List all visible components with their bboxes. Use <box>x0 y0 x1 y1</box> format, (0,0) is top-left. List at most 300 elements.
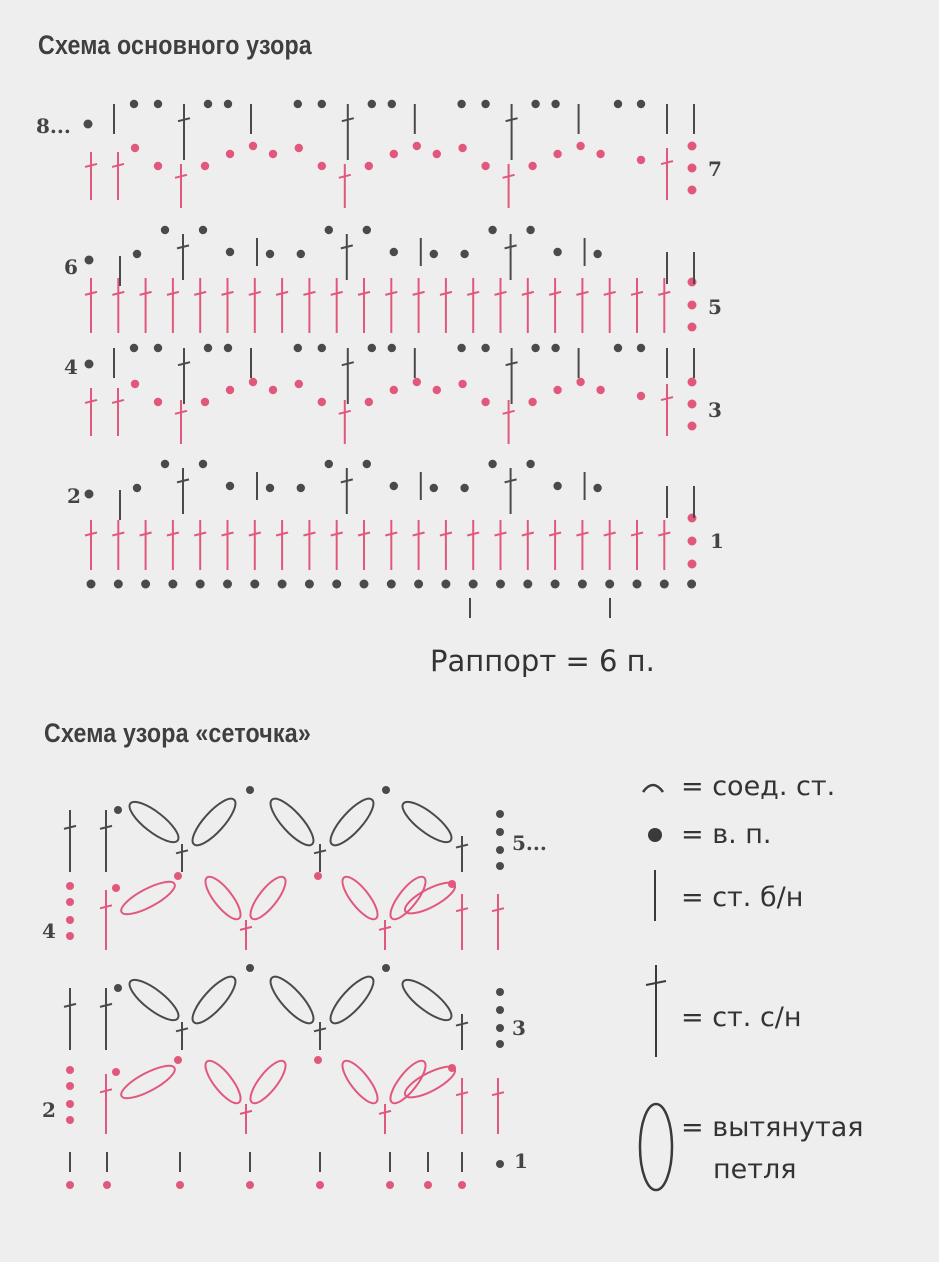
chain-stitch <box>413 378 421 386</box>
chain-stitch <box>85 256 94 265</box>
legend-chain-stitch <box>648 819 772 850</box>
double-crochet-stitch <box>177 234 189 280</box>
chain-stitch <box>66 1066 74 1074</box>
chain-stitch <box>305 580 314 589</box>
chain-stitch <box>633 580 642 589</box>
chain-stitch <box>363 226 371 234</box>
chain-stitch <box>133 484 141 492</box>
elongated-loop-stitch <box>337 1056 383 1108</box>
chain-stitch <box>325 460 333 468</box>
chain-stitch <box>360 580 369 589</box>
double-crochet-stitch <box>604 520 616 570</box>
chain-stitch <box>295 380 303 388</box>
double-crochet-stitch <box>576 278 588 333</box>
double-crochet-stitch <box>631 278 643 333</box>
elongated-loop-stitch <box>200 872 246 924</box>
double-crochet-stitch <box>176 1022 188 1050</box>
chain-stitch <box>161 226 169 234</box>
chain-stitch <box>458 380 466 388</box>
legend-elongated-loop-text-1: = вытянутая <box>681 1112 864 1143</box>
chain-stitch <box>154 100 162 108</box>
chain-stitch <box>325 226 333 234</box>
chain-stitch <box>246 964 254 972</box>
row-label-2: 2 <box>67 484 81 508</box>
double-crochet-stitch <box>522 520 534 570</box>
chain-stitch <box>576 378 584 386</box>
elongated-loop-stitch <box>124 796 184 849</box>
chain-stitch <box>314 872 322 880</box>
double-crochet-stitch <box>176 844 188 872</box>
double-crochet-stitch <box>112 388 124 436</box>
double-crochet-stitch <box>658 520 670 570</box>
chain-stitch <box>469 580 478 589</box>
elongated-loop-stitch <box>200 1056 246 1108</box>
chain-stitch <box>141 580 150 589</box>
chain-stitch <box>66 882 74 890</box>
chain-stitch <box>226 482 234 490</box>
chain-stitch <box>66 1100 74 1108</box>
legend-double-crochet-text: = ст. с/н <box>681 1002 802 1033</box>
main-pattern-title: Схема основного узора <box>38 30 312 60</box>
legend-slip-stitch <box>643 771 835 802</box>
chain-stitch <box>154 398 162 406</box>
double-crochet-stitch <box>85 278 97 333</box>
double-crochet-stitch <box>495 520 507 570</box>
chain-stitch <box>531 344 539 352</box>
chain-stitch <box>496 1040 504 1048</box>
double-crochet-stitch <box>240 1104 252 1134</box>
double-crochet-stitch <box>456 1078 468 1134</box>
double-crochet-stitch <box>358 520 370 570</box>
chain-stitch <box>297 250 305 258</box>
chain-stitch <box>332 580 341 589</box>
chain-stitch <box>688 142 697 151</box>
chain-stitch <box>424 1181 432 1189</box>
chain-stitch <box>386 1181 394 1189</box>
chain-stitch <box>441 580 450 589</box>
chain-stitch <box>196 580 205 589</box>
double-crochet-stitch <box>112 278 124 333</box>
chain-stitch <box>176 1181 184 1189</box>
double-crochet-stitch <box>503 400 515 444</box>
elongated-loop-stitch <box>397 796 457 849</box>
chain-stitch <box>66 916 74 924</box>
chain-stitch <box>688 560 697 569</box>
chain-stitch <box>488 460 496 468</box>
double-crochet-stitch <box>112 152 124 200</box>
double-crochet-stitch <box>385 520 397 570</box>
double-crochet-stitch <box>467 278 479 333</box>
double-crochet-stitch <box>240 920 252 950</box>
chain-stitch <box>174 1056 182 1064</box>
elongated-loop-stitch <box>397 974 457 1027</box>
chain-stitch <box>318 344 326 352</box>
double-crochet-stitch <box>100 1074 112 1134</box>
chain-stitch <box>481 398 489 406</box>
chain-stitch <box>458 1181 466 1189</box>
chain-stitch <box>390 386 398 394</box>
chain-stitch <box>295 144 303 152</box>
chain-stitch <box>448 880 456 888</box>
chain-stitch <box>133 250 141 258</box>
double-crochet-stitch <box>379 920 391 950</box>
chain-stitch <box>496 810 504 818</box>
chain-stitch <box>66 898 74 906</box>
row-label-7: 7 <box>708 157 722 181</box>
legend-double-crochet <box>646 965 802 1057</box>
double-crochet-stitch <box>492 894 504 950</box>
chain-stitch <box>269 150 277 158</box>
chain-stitch <box>246 1181 254 1189</box>
chain-stitch <box>250 580 259 589</box>
chain-stitch <box>496 1006 504 1014</box>
chain-stitch <box>413 142 421 150</box>
chain-stitch <box>460 250 468 258</box>
chain-stitch <box>488 226 496 234</box>
chain-stitch <box>637 344 645 352</box>
double-crochet-stitch <box>339 400 351 444</box>
chain-stitch <box>593 484 601 492</box>
row-label-6: 6 <box>64 255 78 279</box>
chain-stitch <box>637 392 645 400</box>
double-crochet-stitch <box>303 278 315 333</box>
chain-stitch-icon <box>648 828 662 842</box>
elongated-loop-stitch <box>385 1056 431 1108</box>
chain-stitch <box>278 580 287 589</box>
double-crochet-stitch <box>112 520 124 570</box>
chain-stitch <box>688 164 697 173</box>
chain-stitch <box>457 344 465 352</box>
chain-stitch <box>85 360 94 369</box>
chain-stitch <box>318 398 326 406</box>
double-crochet-stitch <box>456 836 468 872</box>
double-crochet-stitch <box>177 468 189 514</box>
double-crochet-stitch <box>249 520 261 570</box>
chain-stitch <box>460 484 468 492</box>
chain-stitch <box>249 142 257 150</box>
chain-stitch <box>154 344 162 352</box>
double-crochet-stitch <box>495 278 507 333</box>
legend-single-crochet <box>655 870 803 921</box>
chain-stitch <box>553 482 561 490</box>
chain-stitch <box>688 537 697 546</box>
elongated-loop-stitch <box>324 971 379 1029</box>
double-crochet-stitch <box>522 278 534 333</box>
mesh-row-label-2: 2 <box>42 1098 56 1122</box>
elongated-loop-stitch <box>264 971 319 1029</box>
double-crochet-stitch <box>492 1078 504 1134</box>
double-crochet-stitch <box>549 520 561 570</box>
chain-stitch <box>551 100 559 108</box>
double-crochet-stitch <box>467 520 479 570</box>
double-crochet-stitch <box>342 104 354 160</box>
double-crochet-stitch <box>222 520 234 570</box>
chain-stitch <box>388 100 396 108</box>
legend-chain-stitch-text: = в. п. <box>681 819 772 850</box>
double-crochet-stitch <box>661 384 673 436</box>
double-crochet-stitch <box>661 148 673 200</box>
chain-stitch <box>294 100 302 108</box>
row-label-4: 4 <box>64 355 78 379</box>
chain-stitch <box>269 386 277 394</box>
chain-stitch <box>688 514 697 523</box>
chain-stitch <box>316 1181 324 1189</box>
chain-stitch <box>368 344 376 352</box>
chain-stitch <box>688 400 697 409</box>
chain-stitch <box>266 484 274 492</box>
chain-stitch <box>365 398 373 406</box>
chain-stitch <box>66 1082 74 1090</box>
chain-stitch <box>66 932 74 940</box>
chain-stitch <box>388 344 396 352</box>
double-crochet-stitch <box>140 520 152 570</box>
chain-stitch <box>688 378 697 387</box>
chain-stitch <box>637 156 645 164</box>
chain-stitch <box>688 186 697 195</box>
chain-stitch <box>114 580 123 589</box>
rapport-label: Раппорт = 6 п. <box>430 644 655 678</box>
double-crochet-stitch <box>178 104 190 160</box>
chain-stitch <box>433 386 441 394</box>
chain-stitch <box>224 100 232 108</box>
chain-stitch <box>496 1160 504 1168</box>
double-crochet-stitch <box>379 1104 391 1134</box>
chain-stitch <box>131 380 139 388</box>
mesh-row-label-1: 1 <box>514 1149 528 1173</box>
chain-stitch <box>112 1068 120 1076</box>
chain-stitch <box>114 806 122 814</box>
chain-stitch <box>430 484 438 492</box>
double-crochet-stitch <box>385 278 397 333</box>
chain-stitch <box>168 580 177 589</box>
double-crochet-stitch <box>339 164 351 208</box>
chain-stitch <box>496 828 504 836</box>
chain-stitch <box>551 580 560 589</box>
chain-stitch <box>553 248 561 256</box>
chain-stitch <box>528 162 536 170</box>
chain-stitch <box>226 386 234 394</box>
chain-stitch <box>390 150 398 158</box>
chain-stitch <box>226 150 234 158</box>
chain-stitch <box>249 378 257 386</box>
double-crochet-stitch <box>85 152 97 200</box>
chain-stitch <box>363 460 371 468</box>
chain-stitch <box>84 120 93 129</box>
elongated-loop-stitch <box>124 974 184 1027</box>
double-crochet-stitch <box>440 278 452 333</box>
elongated-loop-stitch <box>117 1060 178 1104</box>
mesh-row-label-4: 4 <box>42 919 56 943</box>
double-crochet-stitch <box>456 894 468 950</box>
chain-stitch <box>85 490 94 499</box>
elongated-loop-stitch <box>337 872 383 924</box>
chain-stitch <box>481 100 489 108</box>
double-crochet-stitch <box>341 468 353 514</box>
double-crochet-stitch <box>167 278 179 333</box>
chain-stitch <box>87 580 96 589</box>
chain-stitch <box>114 984 122 992</box>
chain-stitch <box>688 323 697 332</box>
double-crochet-stitch <box>100 988 112 1050</box>
chain-stitch <box>605 580 614 589</box>
chain-stitch <box>457 100 465 108</box>
double-crochet-stitch <box>222 278 234 333</box>
chain-stitch <box>199 226 207 234</box>
mesh-pattern-chart <box>64 786 504 1189</box>
chain-stitch <box>496 1024 504 1032</box>
elongated-loop-stitch <box>385 872 431 924</box>
legend-elongated-loop-text-2: петля <box>713 1154 797 1185</box>
double-crochet-stitch <box>506 104 518 160</box>
chain-stitch <box>318 162 326 170</box>
double-crochet-stitch <box>140 278 152 333</box>
legend-single-crochet-text: = ст. б/н <box>681 882 804 913</box>
double-crochet-stitch <box>576 520 588 570</box>
elongated-loop-stitch <box>245 872 291 924</box>
chain-stitch <box>368 100 376 108</box>
elongated-loop-icon <box>640 1104 672 1190</box>
chain-stitch <box>430 250 438 258</box>
double-crochet-icon <box>646 965 666 1057</box>
chain-stitch <box>458 144 466 152</box>
chain-stitch <box>224 344 232 352</box>
chain-stitch <box>66 1116 74 1124</box>
chain-stitch <box>496 988 504 996</box>
elongated-loop-stitch <box>117 876 178 920</box>
chain-stitch <box>131 144 139 152</box>
double-crochet-stitch <box>658 278 670 333</box>
chain-stitch <box>433 150 441 158</box>
chain-stitch <box>297 484 305 492</box>
double-crochet-stitch <box>456 1014 468 1050</box>
mesh-row-label-3: 3 <box>512 1016 526 1040</box>
double-crochet-stitch <box>100 810 112 872</box>
double-crochet-stitch <box>276 278 288 333</box>
chain-stitch <box>318 100 326 108</box>
legend-elongated-loop <box>640 1104 864 1190</box>
double-crochet-stitch <box>178 348 190 404</box>
double-crochet-stitch <box>85 520 97 570</box>
double-crochet-stitch <box>100 890 112 950</box>
double-crochet-stitch <box>276 520 288 570</box>
double-crochet-stitch <box>503 164 515 208</box>
double-crochet-stitch <box>85 388 97 436</box>
chain-stitch <box>390 248 398 256</box>
row-label-5: 5 <box>708 295 722 319</box>
chain-stitch <box>596 150 604 158</box>
chain-stitch <box>174 872 182 880</box>
row-label-3: 3 <box>708 398 722 422</box>
double-crochet-stitch <box>194 278 206 333</box>
double-crochet-stitch <box>64 810 76 872</box>
chain-stitch <box>365 162 373 170</box>
chain-stitch <box>314 1056 322 1064</box>
double-crochet-stitch <box>506 348 518 404</box>
double-crochet-stitch <box>331 520 343 570</box>
elongated-loop-stitch <box>264 793 319 851</box>
chain-stitch <box>481 162 489 170</box>
double-crochet-stitch <box>549 278 561 333</box>
double-crochet-stitch <box>167 520 179 570</box>
chain-stitch <box>551 344 559 352</box>
chain-stitch <box>637 100 645 108</box>
chain-stitch <box>226 248 234 256</box>
chain-stitch <box>593 250 601 258</box>
double-crochet-stitch <box>604 278 616 333</box>
row-label-1: 1 <box>710 529 724 553</box>
chain-stitch <box>481 344 489 352</box>
chain-stitch <box>688 278 697 287</box>
chain-stitch <box>526 460 534 468</box>
chain-stitch <box>201 162 209 170</box>
elongated-loop-stitch <box>324 793 379 851</box>
chain-stitch <box>687 580 696 589</box>
double-crochet-stitch <box>342 348 354 404</box>
double-crochet-stitch <box>440 520 452 570</box>
chain-stitch <box>294 344 302 352</box>
chain-stitch <box>246 786 254 794</box>
chain-stitch <box>448 1064 456 1072</box>
chain-stitch <box>496 862 504 870</box>
double-crochet-stitch <box>249 278 261 333</box>
chain-stitch <box>199 460 207 468</box>
double-crochet-stitch <box>314 844 326 872</box>
double-crochet-stitch <box>505 234 517 280</box>
chain-stitch <box>66 1181 74 1189</box>
legend <box>640 771 864 1190</box>
chain-stitch <box>154 162 162 170</box>
slip-stitch-icon <box>643 785 663 792</box>
chain-stitch <box>112 884 120 892</box>
double-crochet-stitch <box>341 234 353 280</box>
chain-stitch <box>526 226 534 234</box>
chain-stitch <box>578 580 587 589</box>
double-crochet-stitch <box>194 520 206 570</box>
double-crochet-stitch <box>358 278 370 333</box>
chain-stitch <box>496 580 505 589</box>
double-crochet-stitch <box>175 164 187 208</box>
double-crochet-stitch <box>413 520 425 570</box>
chain-stitch <box>130 100 138 108</box>
chain-stitch <box>688 422 697 431</box>
chain-stitch <box>496 846 504 854</box>
chain-stitch <box>266 250 274 258</box>
chain-stitch <box>382 786 390 794</box>
chain-stitch <box>576 142 584 150</box>
chain-stitch <box>204 100 212 108</box>
double-crochet-stitch <box>505 468 517 514</box>
chain-stitch <box>387 580 396 589</box>
mesh-row-label-5: 5... <box>512 831 547 855</box>
double-crochet-stitch <box>314 1022 326 1050</box>
chain-stitch <box>528 398 536 406</box>
elongated-loop-stitch <box>186 971 241 1029</box>
double-crochet-stitch <box>631 520 643 570</box>
chain-stitch <box>531 100 539 108</box>
double-crochet-stitch <box>413 278 425 333</box>
row-label-8: 8... <box>36 114 71 138</box>
chain-stitch <box>414 580 423 589</box>
double-crochet-stitch <box>331 278 343 333</box>
chain-stitch <box>390 482 398 490</box>
chain-stitch <box>596 386 604 394</box>
chain-stitch <box>204 344 212 352</box>
mesh-pattern-title: Схема узора «сеточка» <box>44 718 311 748</box>
chain-stitch <box>553 386 561 394</box>
chain-stitch <box>523 580 532 589</box>
chain-stitch <box>130 344 138 352</box>
elongated-loop-stitch <box>245 1056 291 1108</box>
